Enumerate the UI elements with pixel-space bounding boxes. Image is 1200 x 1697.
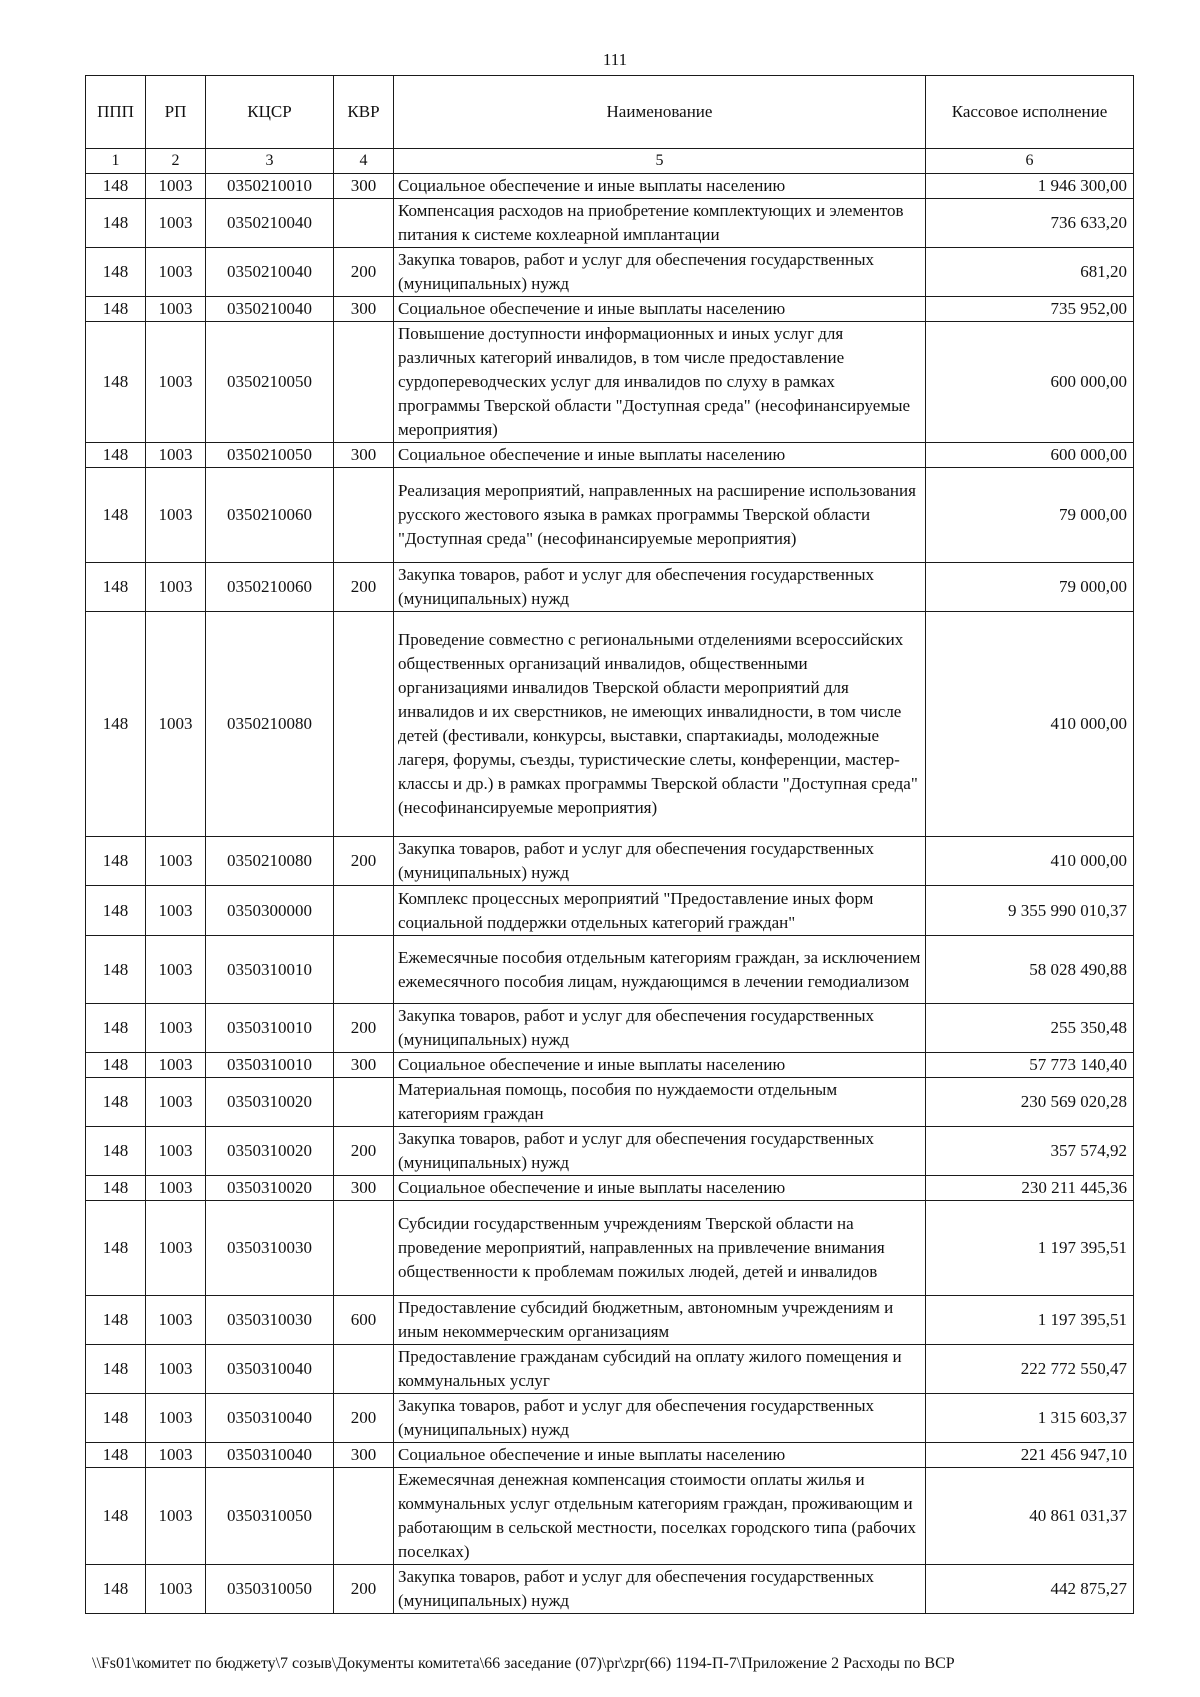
header-kcsr: КЦСР [206,76,334,149]
cell-name: Материальная помощь, пособия по нуждаемости отдельным категориям граждан [394,1078,926,1127]
cell-kvr [334,468,394,563]
cell-rp: 1003 [146,1053,206,1078]
cell-rp: 1003 [146,1443,206,1468]
cell-amount: 9 355 990 010,37 [926,886,1134,936]
cell-rp: 1003 [146,1565,206,1614]
column-number-row [86,149,1134,174]
cell-ppp: 148 [86,1053,146,1078]
col-number: 1 [86,149,146,174]
col-number: 4 [334,149,394,174]
cell-rp: 1003 [146,1201,206,1296]
cell-kvr [334,886,394,936]
table-row [86,174,1134,199]
cell-kvr [334,1468,394,1565]
cell-amount: 410 000,00 [926,612,1134,837]
cell-rp: 1003 [146,322,206,443]
cell-rp: 1003 [146,443,206,468]
table-row [86,443,1134,468]
cell-name: Социальное обеспечение и иные выплаты населению [394,1053,926,1078]
cell-name: Компенсация расходов на приобретение комплектующих и элементов питания к системе кохлеарной имплантации [394,199,926,248]
cell-kvr: 300 [334,1443,394,1468]
cell-kvr: 200 [334,837,394,886]
cell-kvr: 300 [334,443,394,468]
cell-kcsr: 0350210060 [206,563,334,612]
cell-amount: 681,20 [926,248,1134,297]
cell-name: Предоставление субсидий бюджетным, автономным учреждениям и иным некоммерческим организациям [394,1296,926,1345]
expenditure-table [85,75,1134,1614]
footer-file-path: \\Fs01\комитет по бюджету\7 созыв\Документы комитета\66 заседание (07)\pr\zpr(66) 1194-П-7\Приложение 2 Расходы по ВСР [92,1655,955,1672]
header-row [86,76,1134,149]
cell-kcsr: 0350300000 [206,886,334,936]
cell-amount: 79 000,00 [926,563,1134,612]
cell-ppp: 148 [86,1127,146,1176]
table-row [86,563,1134,612]
cell-name: Социальное обеспечение и иные выплаты населению [394,297,926,322]
cell-kcsr: 0350310020 [206,1176,334,1201]
col-number: 6 [926,149,1134,174]
cell-ppp: 148 [86,1004,146,1053]
cell-ppp: 148 [86,1176,146,1201]
cell-kcsr: 0350310040 [206,1394,334,1443]
cell-kvr: 600 [334,1296,394,1345]
cell-kvr: 300 [334,1053,394,1078]
cell-kcsr: 0350210050 [206,443,334,468]
cell-name: Закупка товаров, работ и услуг для обеспечения государственных (муниципальных) нужд [394,837,926,886]
cell-amount: 600 000,00 [926,443,1134,468]
cell-name: Проведение совместно с региональными отделениями всероссийских общественных организаций инвалидов, общественными организациями инвалидов Тверской области мероприятий для инвалидов и их сверстников, не имеющих инвалидности, в том числе детей (фестивали, конкурсы, выставки, спартакиады, молодежные лагеря, форумы, съезды, туристические слеты, конференции, мастер-классы и др.) в рамках программы Тверской области "Доступная среда" (несофинансируемые мероприятия) [394,612,926,837]
cell-amount: 1 946 300,00 [926,174,1134,199]
cell-rp: 1003 [146,1296,206,1345]
cell-amount: 442 875,27 [926,1565,1134,1614]
table-row [86,1296,1134,1345]
cell-ppp: 148 [86,612,146,837]
cell-ppp: 148 [86,1394,146,1443]
cell-name: Реализация мероприятий, направленных на расширение использования русского жестового языка в рамках программы Тверской области "Доступная среда" (несофинансируемые мероприятия) [394,468,926,563]
cell-rp: 1003 [146,248,206,297]
cell-name: Закупка товаров, работ и услуг для обеспечения государственных (муниципальных) нужд [394,1565,926,1614]
col-number: 2 [146,149,206,174]
cell-kcsr: 0350310030 [206,1296,334,1345]
cell-amount: 222 772 550,47 [926,1345,1134,1394]
cell-kvr [334,199,394,248]
table-row [86,1053,1134,1078]
cell-ppp: 148 [86,1443,146,1468]
cell-rp: 1003 [146,886,206,936]
table-row [86,199,1134,248]
cell-kcsr: 0350310020 [206,1078,334,1127]
cell-name: Закупка товаров, работ и услуг для обеспечения государственных (муниципальных) нужд [394,1394,926,1443]
cell-rp: 1003 [146,1127,206,1176]
table-row [86,886,1134,936]
cell-kvr [334,1078,394,1127]
cell-ppp: 148 [86,297,146,322]
cell-ppp: 148 [86,1201,146,1296]
cell-kcsr: 0350310010 [206,1053,334,1078]
cell-amount: 58 028 490,88 [926,936,1134,1004]
cell-kcsr: 0350210040 [206,297,334,322]
cell-kcsr: 0350210060 [206,468,334,563]
cell-amount: 735 952,00 [926,297,1134,322]
table-row [86,1443,1134,1468]
page-number: 111 [602,50,628,69]
table-row [86,1078,1134,1127]
table-row [86,1565,1134,1614]
cell-ppp: 148 [86,322,146,443]
cell-amount: 221 456 947,10 [926,1443,1134,1468]
cell-kcsr: 0350310040 [206,1443,334,1468]
cell-name: Социальное обеспечение и иные выплаты населению [394,1176,926,1201]
cell-name: Социальное обеспечение и иные выплаты населению [394,443,926,468]
cell-amount: 600 000,00 [926,322,1134,443]
cell-rp: 1003 [146,563,206,612]
cell-amount: 1 197 395,51 [926,1296,1134,1345]
table-row [86,297,1134,322]
table-row [86,837,1134,886]
cell-kcsr: 0350210040 [206,199,334,248]
cell-rp: 1003 [146,297,206,322]
cell-kcsr: 0350310040 [206,1345,334,1394]
cell-amount: 1 315 603,37 [926,1394,1134,1443]
cell-ppp: 148 [86,886,146,936]
cell-ppp: 148 [86,1078,146,1127]
table-row [86,248,1134,297]
col-number: 3 [206,149,334,174]
table-row [86,612,1134,837]
cell-kvr: 200 [334,1004,394,1053]
cell-kvr: 300 [334,174,394,199]
cell-kcsr: 0350310010 [206,936,334,1004]
table-row [86,322,1134,443]
cell-name: Закупка товаров, работ и услуг для обеспечения государственных (муниципальных) нужд [394,248,926,297]
cell-kvr: 200 [334,248,394,297]
cell-kvr [334,612,394,837]
cell-amount: 255 350,48 [926,1004,1134,1053]
cell-ppp: 148 [86,443,146,468]
table-row [86,1468,1134,1565]
table-body [86,174,1134,1614]
cell-kvr: 300 [334,1176,394,1201]
cell-ppp: 148 [86,199,146,248]
table-row [86,1176,1134,1201]
cell-kcsr: 0350210010 [206,174,334,199]
col-number: 5 [394,149,926,174]
cell-ppp: 148 [86,174,146,199]
cell-kcsr: 0350210080 [206,837,334,886]
cell-amount: 57 773 140,40 [926,1053,1134,1078]
cell-kcsr: 0350310050 [206,1565,334,1614]
cell-kcsr: 0350210050 [206,322,334,443]
cell-name: Закупка товаров, работ и услуг для обеспечения государственных (муниципальных) нужд [394,563,926,612]
cell-name: Повышение доступности информационных и иных услуг для различных категорий инвалидов, в том числе предоставление сурдопереводческих услуг для инвалидов по слуху в рамках программы Тверской области "Доступная среда" (несофинансируемые мероприятия) [394,322,926,443]
table-row [86,1201,1134,1296]
cell-rp: 1003 [146,612,206,837]
cell-name: Закупка товаров, работ и услуг для обеспечения государственных (муниципальных) нужд [394,1127,926,1176]
table-row [86,1127,1134,1176]
cell-ppp: 148 [86,1296,146,1345]
cell-amount: 736 633,20 [926,199,1134,248]
header-cash: Кассовое исполнение [926,76,1134,149]
header-kvr: КВР [334,76,394,149]
cell-kvr [334,936,394,1004]
cell-ppp: 148 [86,837,146,886]
cell-ppp: 148 [86,936,146,1004]
cell-rp: 1003 [146,1394,206,1443]
cell-rp: 1003 [146,174,206,199]
cell-amount: 230 211 445,36 [926,1176,1134,1201]
cell-name: Ежемесячные пособия отдельным категориям граждан, за исключением ежемесячного пособия лицам, нуждающимся в лечении гемодиализом [394,936,926,1004]
cell-kcsr: 0350310010 [206,1004,334,1053]
cell-kvr: 200 [334,1127,394,1176]
cell-name: Социальное обеспечение и иные выплаты населению [394,1443,926,1468]
cell-amount: 410 000,00 [926,837,1134,886]
cell-rp: 1003 [146,1004,206,1053]
cell-ppp: 148 [86,468,146,563]
cell-kvr [334,322,394,443]
cell-ppp: 148 [86,1468,146,1565]
cell-name: Ежемесячная денежная компенсация стоимости оплаты жилья и коммунальных услуг отдельным категориям граждан, проживающим и работающим в сельской местности, поселках городского типа (рабочих поселках) [394,1468,926,1565]
cell-rp: 1003 [146,1345,206,1394]
table-row [86,1004,1134,1053]
cell-name: Закупка товаров, работ и услуг для обеспечения государственных (муниципальных) нужд [394,1004,926,1053]
cell-ppp: 148 [86,248,146,297]
cell-ppp: 148 [86,563,146,612]
cell-amount: 1 197 395,51 [926,1201,1134,1296]
cell-kvr [334,1345,394,1394]
cell-name: Социальное обеспечение и иные выплаты населению [394,174,926,199]
cell-kvr: 200 [334,1394,394,1443]
cell-rp: 1003 [146,837,206,886]
cell-ppp: 148 [86,1345,146,1394]
cell-rp: 1003 [146,1176,206,1201]
expenditure-table-wrap [85,75,1133,1614]
cell-rp: 1003 [146,468,206,563]
cell-kcsr: 0350210040 [206,248,334,297]
table-row [86,1394,1134,1443]
cell-rp: 1003 [146,936,206,1004]
cell-ppp: 148 [86,1565,146,1614]
cell-amount: 79 000,00 [926,468,1134,563]
cell-kcsr: 0350310030 [206,1201,334,1296]
cell-rp: 1003 [146,1468,206,1565]
cell-kcsr: 0350310050 [206,1468,334,1565]
cell-kcsr: 0350210080 [206,612,334,837]
table-row [86,936,1134,1004]
cell-amount: 230 569 020,28 [926,1078,1134,1127]
cell-kvr: 300 [334,297,394,322]
cell-kvr: 200 [334,563,394,612]
header-ppp: ППП [86,76,146,149]
cell-kvr [334,1201,394,1296]
header-rp: РП [146,76,206,149]
cell-rp: 1003 [146,1078,206,1127]
cell-name: Субсидии государственным учреждениям Тверской области на проведение мероприятий, направленных на привлечение внимания общественности к проблемам пожилых людей, детей и инвалидов [394,1201,926,1296]
table-row [86,468,1134,563]
cell-amount: 40 861 031,37 [926,1468,1134,1565]
cell-kcsr: 0350310020 [206,1127,334,1176]
cell-rp: 1003 [146,199,206,248]
cell-amount: 357 574,92 [926,1127,1134,1176]
cell-name: Предоставление гражданам субсидий на оплату жилого помещения и коммунальных услуг [394,1345,926,1394]
cell-name: Комплекс процессных мероприятий "Предоставление иных форм социальной поддержки отдельных категорий граждан" [394,886,926,936]
table-row [86,1345,1134,1394]
cell-kvr: 200 [334,1565,394,1614]
header-name: Наименование [394,76,926,149]
